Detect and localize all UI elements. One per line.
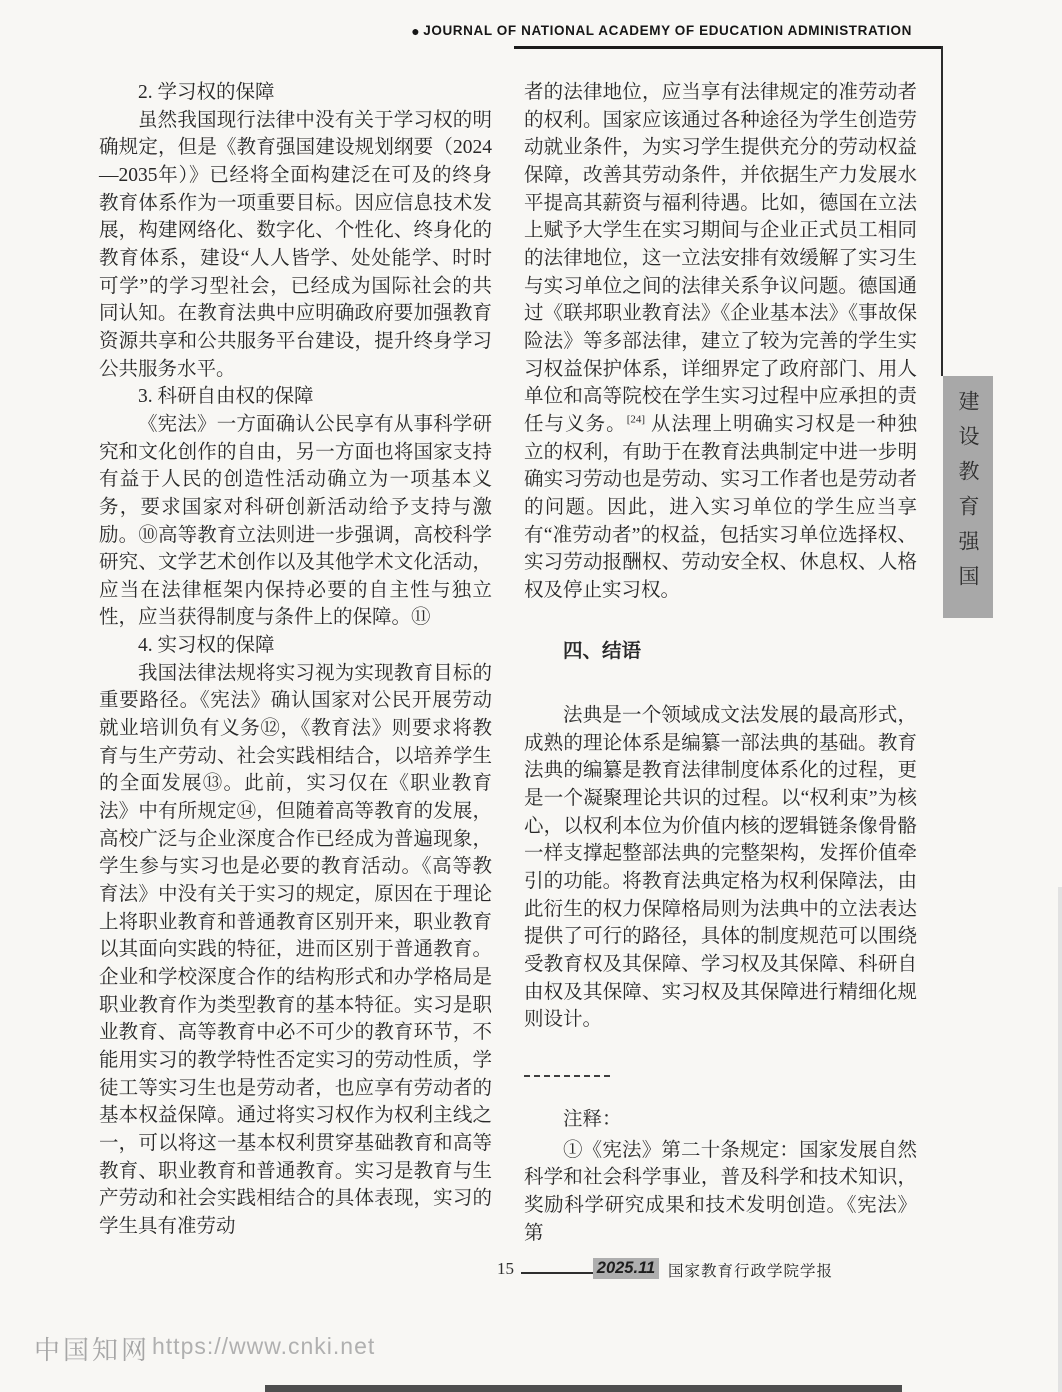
continuation-paragraph — [524, 79, 917, 604]
header-journal-title — [411, 23, 912, 39]
theme-tab — [943, 376, 993, 618]
left-column — [99, 79, 492, 1241]
section-heading-research-freedom: 3. 科研自由权的保障 — [138, 386, 314, 408]
conclusion-paragraph: 法典是一个领域成文法发展的最高形式，成熟的理论体系是编纂一部法典的基础。教育法典的编纂是教育法律制度体系化的过程，更是一个凝聚理论共识的过程。以“权利束”为核心，以权利本位为价值内核的逻辑链条像骨骼一样支撑起整部法典的完整架构，发挥价值牵引的功能。将教育法典定格为权利保障法，由此衍生的权力保障格局则为法典中的立法表达提供了可行的路径，具体的制度规范可以围绕受教育权及其保障、学习权及其保障、科研自由权及其保障、实习权及其保障进行精细化规则设计。 — [524, 705, 917, 1031]
bullet-icon: ● — [411, 23, 421, 39]
section-heading-learning-right: 2. 学习权的保障 — [138, 82, 275, 103]
citation-marker: [24] — [626, 413, 646, 426]
section-paragraph: 虽然我国现行法律中没有关于学习权的明确规定，但是《教育强国建设规划纲要（2024—2035年）》已经将全面构建泛在可及的终身教育体系作为一项重要目标。因应信息技术发展，构建网络化、数字化、个性化、终身化的教育体系，建设“人人皆学、处处能学、时时可学”的学习型社会，已经成为国际社会的共同认知。在教育法典中应明确政府要加强教育资源共享和公共服务平台建设，提升终身学习公共服务水平。 — [99, 109, 492, 380]
journal-title-cn: 国家教育行政学院学报 — [668, 1263, 834, 1280]
paragraph-text: 从法理上明确实习权是一种独立的权利，有助于在教育法典制定中进一步明确实习劳动也是劳动、实习工作者也是劳动者的问题。因此，进入实习单位的学生应当享有“准劳动者”的权益，包括实习单位选择权、实习劳动报酬权、劳动安全权、休息权、人格权及停止实习权。 — [524, 413, 917, 601]
paragraph-text: 者的法律地位，应当享有法律规定的准劳动者的权利。国家应该通过各种途径为学生创造劳动就业条件，为实习学生提供充分的劳动权益保障，改善其劳动条件，并依据生产力发展水平提高其薪资与福利待遇。比如，德国在立法上赋予大学生在实习期间与企业正式员工相同的法律地位，这一立法安排有效缓解了实习生与实习单位之间的法律关系争议问题。德国通过《联邦职业教育法》《企业基本法》《事故保险法》等多部法律，建立了较为完善的学生实习权益保护体系，详细界定了政府部门、用人单位和高等院校在学生实习过程中应承担的责任与义务。 — [524, 82, 917, 435]
theme-tab-label: 建设教育强国 — [956, 390, 980, 600]
conclusion-heading: 四、结语 — [563, 641, 642, 663]
issue-badge: 2025.11 — [593, 1258, 659, 1279]
note-item: ①《宪法》第二十条规定：国家发展自然科学和社会科学事业，普及科学和技术知识，奖励科学研究成果和技术发明创造。《宪法》第 — [524, 1139, 917, 1244]
section-heading-internship-right: 4. 实习权的保障 — [138, 635, 275, 657]
section-paragraph: 《宪法》一方面确认公民享有从事科学研究和文化创作的自由，另一方面也将国家支持有益于人民的创造性活动确立为一项基本义务，要求国家对科研创新活动给予支持与激励。⑩高等教育立法则进一步强调，高校科学研究、文学艺术创作以及其他学术文化活动，应当在法律框架内保持必要的自主性与独立性，应当获得制度与条件上的保障。⑪ — [99, 413, 492, 629]
journal-title-en: JOURNAL OF NATIONAL ACADEMY OF EDUCATION ADMINISTRATION — [423, 23, 912, 38]
footnote-separator — [524, 1075, 610, 1077]
cnki-watermark-url: https://www.cnki.net — [152, 1333, 376, 1359]
section-paragraph: 我国法律法规将实习视为实现教育目标的重要路径。《宪法》确认国家对公民开展劳动就业培训负有义务⑫，《教育法》则要求将教育与生产劳动、社会实践相结合，以培养学生的全面发展⑬。此前，实习仅在《职业教育法》中有所规定⑭，但随着高等教育的发展，高校广泛与企业深度合作已经成为普遍现象，学生参与实习也是必要的教育活动。《高等教育法》中没有关于实习的规定，原因在于理论上将职业教育和普通教育区别开来，职业教育以其面向实践的特征，进而区别于普通教育。企业和学校深度合作的结构形式和办学格局是职业教育作为类型教育的基本特征。实习是职业教育、高等教育中必不可少的教育环节，不能用实习的教学特性否定实习的劳动性质，学徒工等实习生也是劳动者，也应享有劳动者的基本权益保障。通过将实习权作为权利主线之一，可以将这一基本权利贯穿基础教育和高等教育、职业教育和普通教育。实习是教育与生产劳动和社会实践相结合的具体表现，实习的学生具有准劳动 — [99, 662, 492, 1237]
viewer-bottom-bar — [265, 1385, 902, 1392]
scrollbar-track[interactable] — [1058, 887, 1062, 1392]
margin-vertical-rule — [941, 46, 943, 376]
page-number: 15 — [497, 1259, 514, 1278]
footer-rule — [521, 1272, 593, 1274]
right-column — [524, 79, 917, 1247]
notes-label: 注释： — [563, 1109, 622, 1130]
header-rule — [514, 46, 943, 49]
cnki-watermark-name: 中国知网 — [34, 1336, 151, 1365]
